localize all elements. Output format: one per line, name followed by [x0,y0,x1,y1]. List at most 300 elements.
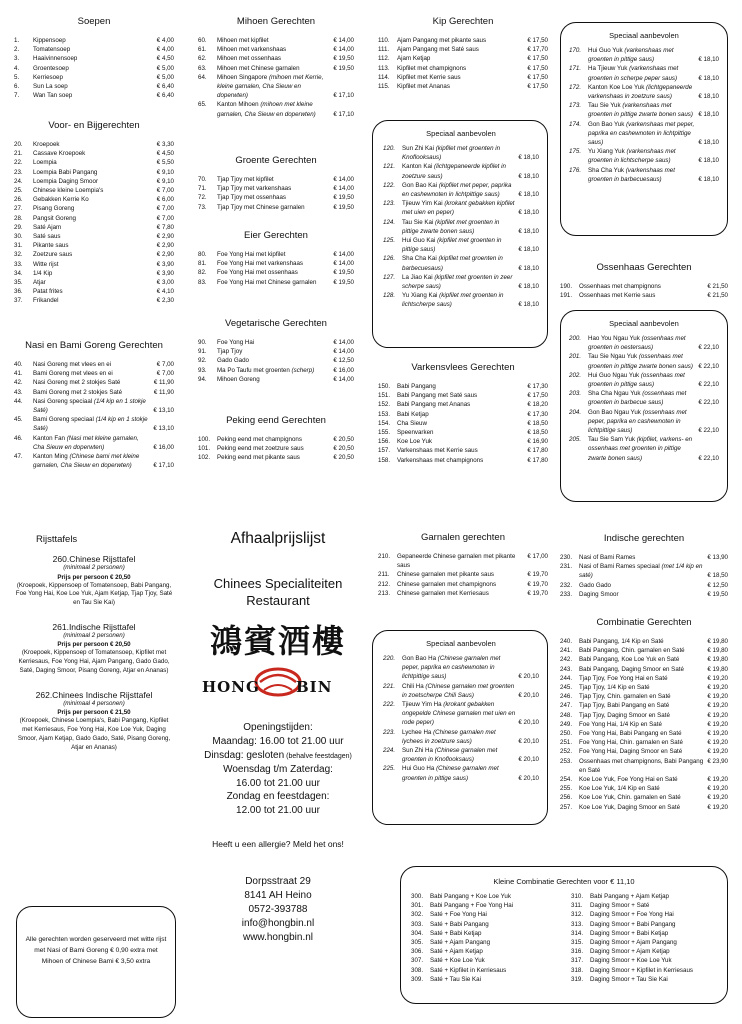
item-note: (lichtgepaneerde varkenshaas in zoetzure saus) [588,83,693,101]
menu-item [14,82,174,91]
menu-item [560,282,728,291]
item-name [579,757,707,775]
item-price: € 14,00 [333,46,354,54]
item-note: (kipfilet, varkens- en ossenhaas met groenten in pittige zwarte bonen saus) [588,436,693,462]
item-number: 153. [378,410,391,418]
item-name-text: Sha Cha Ngau Yuk [588,390,641,398]
menu-item [383,218,539,236]
menu-item [14,177,174,186]
item-number: 301. [411,902,424,910]
item-name-text: Tomatensoep [33,46,71,54]
item-price: € 19,20 [707,674,728,682]
contact-line: Dorpsstraat 29 [245,876,311,887]
menu-item [569,352,719,370]
item-name-text: Gado Gado [217,357,249,365]
item-name-text: Peking eend met pikante saus [217,454,300,462]
item-number: 62. [198,55,207,63]
menu-item [383,273,539,291]
section-garnalen [378,532,548,598]
item-number: 170. [569,47,582,54]
garnalen-speciaal-box [372,630,548,825]
item-number: 40. [14,361,23,368]
item-name [33,64,157,73]
item-name [579,747,707,756]
item-name [33,158,157,167]
item-name-text: Saté + Tau Sie Kai [430,975,481,983]
box-title: Speciaal aanbevolen [426,639,496,648]
item-name-text: Bami Goreng speciaal [33,416,94,424]
item-note: (ossenhaas met groenten in oestersaus) [588,335,686,352]
menu-item [198,54,354,63]
section-voorgerechten [14,120,174,306]
restaurant-subtitle: Chinees Specialiteiten [213,576,343,591]
item-number: 204. [569,408,582,416]
item-price: € 20,10 [518,756,539,764]
item-number: 220. [383,655,396,662]
item-price: € 18,10 [518,227,539,235]
item-note: (varkenshaas met groenten in lichtscherpe saus) [588,148,676,165]
item-name [579,646,707,655]
item-price: € 19,70 [527,571,548,579]
item-price: € 18,50 [527,419,548,427]
item-note: (kipfilet met groenten in pittige saus) [402,237,502,254]
item-name [588,334,698,352]
item-name-text: Kroepoek [33,141,60,148]
item-price: € 7,00 [156,187,174,195]
item-name [217,453,333,462]
item-number: 30. [14,233,23,241]
item-name-text: Sun La soep [33,83,68,91]
item-name [402,273,518,291]
item-name [430,947,557,956]
item-name-text: Nasi of Bami Rames [579,554,636,561]
item-name-text: Hui Guo Ngau Yuk [588,371,640,379]
section-nasi-bami [14,340,174,470]
item-name-text: Tjap Tjoy met varkenshaas [217,185,292,193]
item-name-text: Saté + Foe Yong Hai [430,911,487,919]
item-name-text: Sun Zhi Kai [402,145,434,152]
item-name-text: Tjap Tjoy, Daging Smoor en Saté [579,711,670,719]
item-number: 81. [198,260,207,268]
section-combinatie [560,617,728,812]
item-number: 252. [560,748,573,756]
item-price: € 18,10 [518,209,539,217]
item-price: € 18,10 [518,264,539,272]
item-price: € 19,50 [707,590,728,598]
item-name [33,287,157,296]
item-name [588,83,698,101]
item-number: 205. [569,436,582,444]
menu-item [14,452,174,470]
section-groente [198,155,354,212]
item-price: € 22,10 [698,454,719,462]
item-price: € 7,80 [156,223,174,231]
item-note: (Chinese garnalen met groenten in pittige saus) [402,765,499,782]
item-name-text: Tjap Tjoy [217,348,243,356]
rijsttafel-price: Prijs per persoon € 20,50 [57,641,131,649]
item-price: € 18,10 [698,139,719,147]
item-number: 22. [14,159,23,167]
item-price: € 13,90 [707,554,728,561]
item-number: 256. [560,794,573,802]
menu-item [383,700,539,728]
contact-line: info@hongbin.nl [241,918,315,929]
item-name [217,36,333,45]
item-price: € 14,00 [333,348,354,356]
item-note: (krokant gebakken ongepelde Chinese garnalen met uien en rode peper) [402,701,516,727]
section-indische [560,533,728,599]
menu-item [571,975,717,984]
item-name [217,268,333,277]
item-name [402,218,518,236]
section-ossenhaas [560,262,728,300]
item-name-text: Koe Loe Yuk, Foe Yong Hai en Saté [579,776,678,784]
item-name [402,181,518,199]
item-number: 248. [560,711,573,719]
item-price: € 23,90 [707,757,728,765]
item-name-text: Foe Yong Hai met kipfilet [217,251,286,258]
section-varkens [378,362,548,465]
menu-item [14,278,174,287]
ossenhaas-speciaal-box [560,310,728,502]
item-number: 113. [378,64,390,72]
hongbin-logo [190,664,366,704]
item-name [579,655,707,664]
item-name-text: Tjap Tjoy, Chin. garnalen en Saté [579,693,671,701]
menu-item [14,397,174,415]
item-price: € 19,80 [707,638,728,645]
item-number: 80. [198,251,207,258]
item-name-text: Zoetzure saus [33,251,73,259]
item-name-text: Babi Pangang + Ajam Ketjap [590,893,669,900]
item-price: € 17,50 [527,83,548,91]
item-price: € 18,50 [527,429,548,437]
item-name-text: Tjap Tjoy met kipfilet [217,176,274,183]
item-name-text: Yu Xiang Kai [402,292,438,300]
item-name [402,654,518,682]
item-name [579,711,707,720]
item-number: 35. [14,279,23,287]
menu-item [383,144,539,162]
menu-item [411,975,557,984]
item-name [33,278,157,287]
menu-item [198,338,354,347]
item-price: € 19,70 [527,589,548,597]
item-name-text: Babi Pangang [397,383,436,390]
item-name [588,371,698,389]
menu-item [378,73,548,82]
section-title: Garnalen gerechten [421,532,505,543]
item-number: 251. [560,739,573,747]
item-name [397,428,527,437]
item-name [579,674,707,683]
item-number: 112. [378,55,390,63]
menu-item [569,46,719,64]
item-number: 20. [14,141,23,148]
item-name-text: Kanton Fan [33,434,65,442]
item-number: 43. [14,388,23,396]
item-number: 70. [198,176,207,183]
item-name-text: Sha Cha Kai [402,255,437,263]
item-number: 100. [198,436,211,443]
item-number: 211. [378,571,390,579]
item-price: € 17,50 [527,73,548,81]
item-number: 222. [383,701,396,709]
menu-item [14,241,174,250]
item-price: € 9,10 [156,177,174,185]
item-name-text: Pisang Goreng [33,205,75,213]
menu-item [198,184,354,193]
item-name-text: Foe Yong Hai, Babi Pangang en Saté [579,730,682,738]
menu-item [198,100,354,118]
item-note: (Chinese garnalen met groenten in Knoflooksaus) [402,747,498,764]
item-name [402,728,518,746]
opening-hours-line [190,735,366,749]
section-eier [198,230,354,287]
menu-item [411,901,557,910]
section-title: Soepen [77,16,111,27]
item-name [397,73,527,82]
item-name [579,553,707,562]
item-name-text: Daging Smoor + Saté [590,902,650,910]
item-name-text: Tjap Tjoy, Foe Yong Hai en Saté [579,674,668,682]
item-price: € 18,10 [698,56,719,64]
item-number: 31. [14,242,23,250]
item-price: € 19,20 [707,730,728,738]
menu-item [198,64,354,73]
item-number: 253. [560,757,573,765]
item-name-text: Frikandel [33,297,59,305]
item-number: 242. [560,656,573,664]
menu-item [14,54,174,63]
item-number: 115. [378,83,390,91]
menu-item [571,910,717,919]
item-name [217,338,333,347]
item-price: € 2,30 [156,297,174,305]
item-price: € 20,10 [518,691,539,699]
item-name [33,45,157,54]
item-number: 316. [571,948,584,956]
item-name-text: Ossenhaas met champignons [579,283,661,290]
item-name-text: Loempia Babi Pangang [33,168,98,176]
menu-item [571,920,717,929]
item-name-text: Gon Bao Kai [402,181,438,189]
menu-item [569,435,719,463]
item-price: € 2,90 [156,242,174,250]
item-number: 90. [198,339,207,346]
menu-item [411,929,557,938]
item-name-text: Pangsit Goreng [33,214,76,222]
item-name [397,391,527,400]
chinese-name: 鴻賓酒樓 [209,622,346,660]
item-name-text: Koe Loe Yuk [397,438,432,446]
item-name-text: Mihoen met ossenhaas [217,55,281,63]
item-price: € 20,10 [518,719,539,727]
item-number: 63. [198,64,207,72]
item-name [579,637,707,646]
item-number: 45. [14,416,23,424]
opening-hours-main: Woensdag t/m Zaterdag: [223,764,333,775]
item-price: € 17,10 [333,92,354,100]
item-price: € 19,20 [707,720,728,728]
item-name [33,168,157,177]
item-name [33,223,157,232]
menu-item [378,580,548,589]
section-title: Peking eend Gerechten [226,415,326,426]
section-title: Eier Gerechten [244,230,308,241]
item-name-text: Babi Pangang, Chin. garnalen en Saté [579,647,685,655]
item-number: 111. [378,46,390,54]
item-price: € 12,50 [707,581,728,589]
menu-item [14,214,174,223]
item-price: € 22,10 [698,427,719,435]
menu-item [378,570,548,579]
item-number: 150. [378,383,391,390]
menu-item [198,259,354,268]
menu-item [14,232,174,241]
item-name-text: Kanton Mihoen [217,101,259,109]
section-vegetarisch [198,318,354,384]
item-price: € 18,10 [518,246,539,254]
item-number: 24. [14,177,23,185]
menu-item [569,64,719,82]
item-name-text: Tau Sie Ngau Yuk [588,353,638,361]
menu-item [378,419,548,428]
item-name-text: Daging Smoor + Foe Yong Hai [590,911,674,919]
item-name-text: 1/4 Kip [33,269,53,277]
item-name [33,360,157,369]
item-name [430,901,557,910]
item-name [397,437,527,446]
item-name [217,347,333,356]
item-price: € 18,10 [518,154,539,162]
item-number: 91. [198,348,207,356]
item-price: € 16,00 [333,366,354,374]
item-number: 110. [378,37,390,44]
menu-item [560,757,728,775]
item-price: € 18,10 [698,93,719,101]
menu-item [383,162,539,180]
item-name [33,73,157,82]
item-name-text: Haaivinnensoep [33,55,78,63]
item-name-text: Hui Guo Yuk [588,47,623,54]
item-name-text: Kanton Koe Loe Yuk [588,83,645,91]
item-name-text: Ossenhaas met Kerrie saus [579,292,656,300]
item-name-text: Kippensoep [33,37,66,44]
item-name [430,910,557,919]
item-name-text: Foe Yong Hai, Daging Smoor en Saté [579,748,683,756]
box-title: Kleine Combinatie Gerechten voor € 11,10 [493,877,635,886]
item-price: € 2,90 [156,251,174,259]
item-name [579,784,707,793]
item-name [33,269,157,278]
item-name-text: Mihoen met Chinese garnalen [217,64,300,72]
item-price: € 20,50 [333,436,354,443]
menu-item [560,720,728,729]
item-note: (Chinese garnalen met peper, paprika en cashewnoten in lichtpittige saus) [402,655,501,681]
item-name [590,920,717,929]
menu-item [14,360,174,369]
menu-item [14,140,174,149]
item-name [33,397,153,415]
menu-item [560,646,728,655]
item-price: € 19,20 [707,803,728,811]
item-name-text: Pikante saus [33,242,69,250]
item-price: € 17,10 [333,110,354,118]
item-number: 172. [569,83,582,91]
notice-box [16,906,176,1018]
item-number: 247. [560,702,573,710]
menu-item [14,195,174,204]
menu-item [198,36,354,45]
item-note: (1/4 kip en 1 stokje Saté) [33,416,148,433]
item-name-text: Witte rijst [33,260,59,268]
menu-item [560,729,728,738]
item-price: € 21,50 [707,292,728,300]
varkens-speciaal-box [560,22,728,236]
item-name-text: Babi Pangang + Foe Yong Hai [430,902,514,910]
item-name-text: Gado Gado [579,581,611,589]
section-title: Rijsttafels [36,534,78,545]
menu-item [378,45,548,54]
section-title: Indische gerechten [603,533,685,544]
item-note: (kipfilet met groenten in barbecuesaus) [402,255,503,272]
item-name-text: Cha Sieuw [397,419,427,427]
item-price: € 11,90 [153,388,174,396]
item-number: 72. [198,194,207,202]
menu-item [560,701,728,710]
section-title: Mihoen Gerechten [236,16,316,27]
item-name-text: Saté + Ajam Pangang [430,939,491,947]
item-price: € 17,10 [153,462,174,470]
item-name-text: Tjieuw Yim Ha [402,701,442,709]
menu-item [198,45,354,54]
item-price: € 19,50 [333,64,354,72]
item-price: € 19,80 [707,656,728,664]
item-name [588,166,698,184]
item-note: (1/4 kip en 1 stokje Saté) [33,397,146,415]
item-number: 47. [14,453,23,461]
menu-item [560,803,728,812]
item-name [397,446,527,455]
item-price: € 7,00 [156,214,174,222]
item-number: 157. [378,447,391,455]
item-number: 250. [560,730,573,738]
item-name [579,701,707,710]
item-note: (kipfilet met groenten in pittige zwarte bonen saus) [402,218,500,235]
item-name-text: Koe Loe Yuk, Chin. garnalen en Saté [579,794,681,802]
item-note: (krokant gebakken kipfilet met uien en peper) [402,200,515,217]
item-name-text: Ajam Pangang met pikante saus [397,37,487,44]
item-price: € 19,20 [707,684,728,692]
item-price: € 19,50 [333,203,354,211]
item-name [33,186,157,195]
item-number: 154. [378,419,391,427]
menu-item [198,435,354,444]
menu-item [14,91,174,100]
item-number: 175. [569,148,582,156]
menu-item [14,64,174,73]
item-name-text: Peking eend met zoetzure saus [217,445,304,453]
item-name [588,64,698,82]
menu-item [560,784,728,793]
section-title: Nasi en Bami Goreng Gerechten [25,340,163,351]
item-price: € 19,50 [333,278,354,286]
item-name [33,195,157,204]
item-price: € 22,10 [698,362,719,370]
menu-item [411,947,557,956]
item-number: 92. [198,357,207,365]
